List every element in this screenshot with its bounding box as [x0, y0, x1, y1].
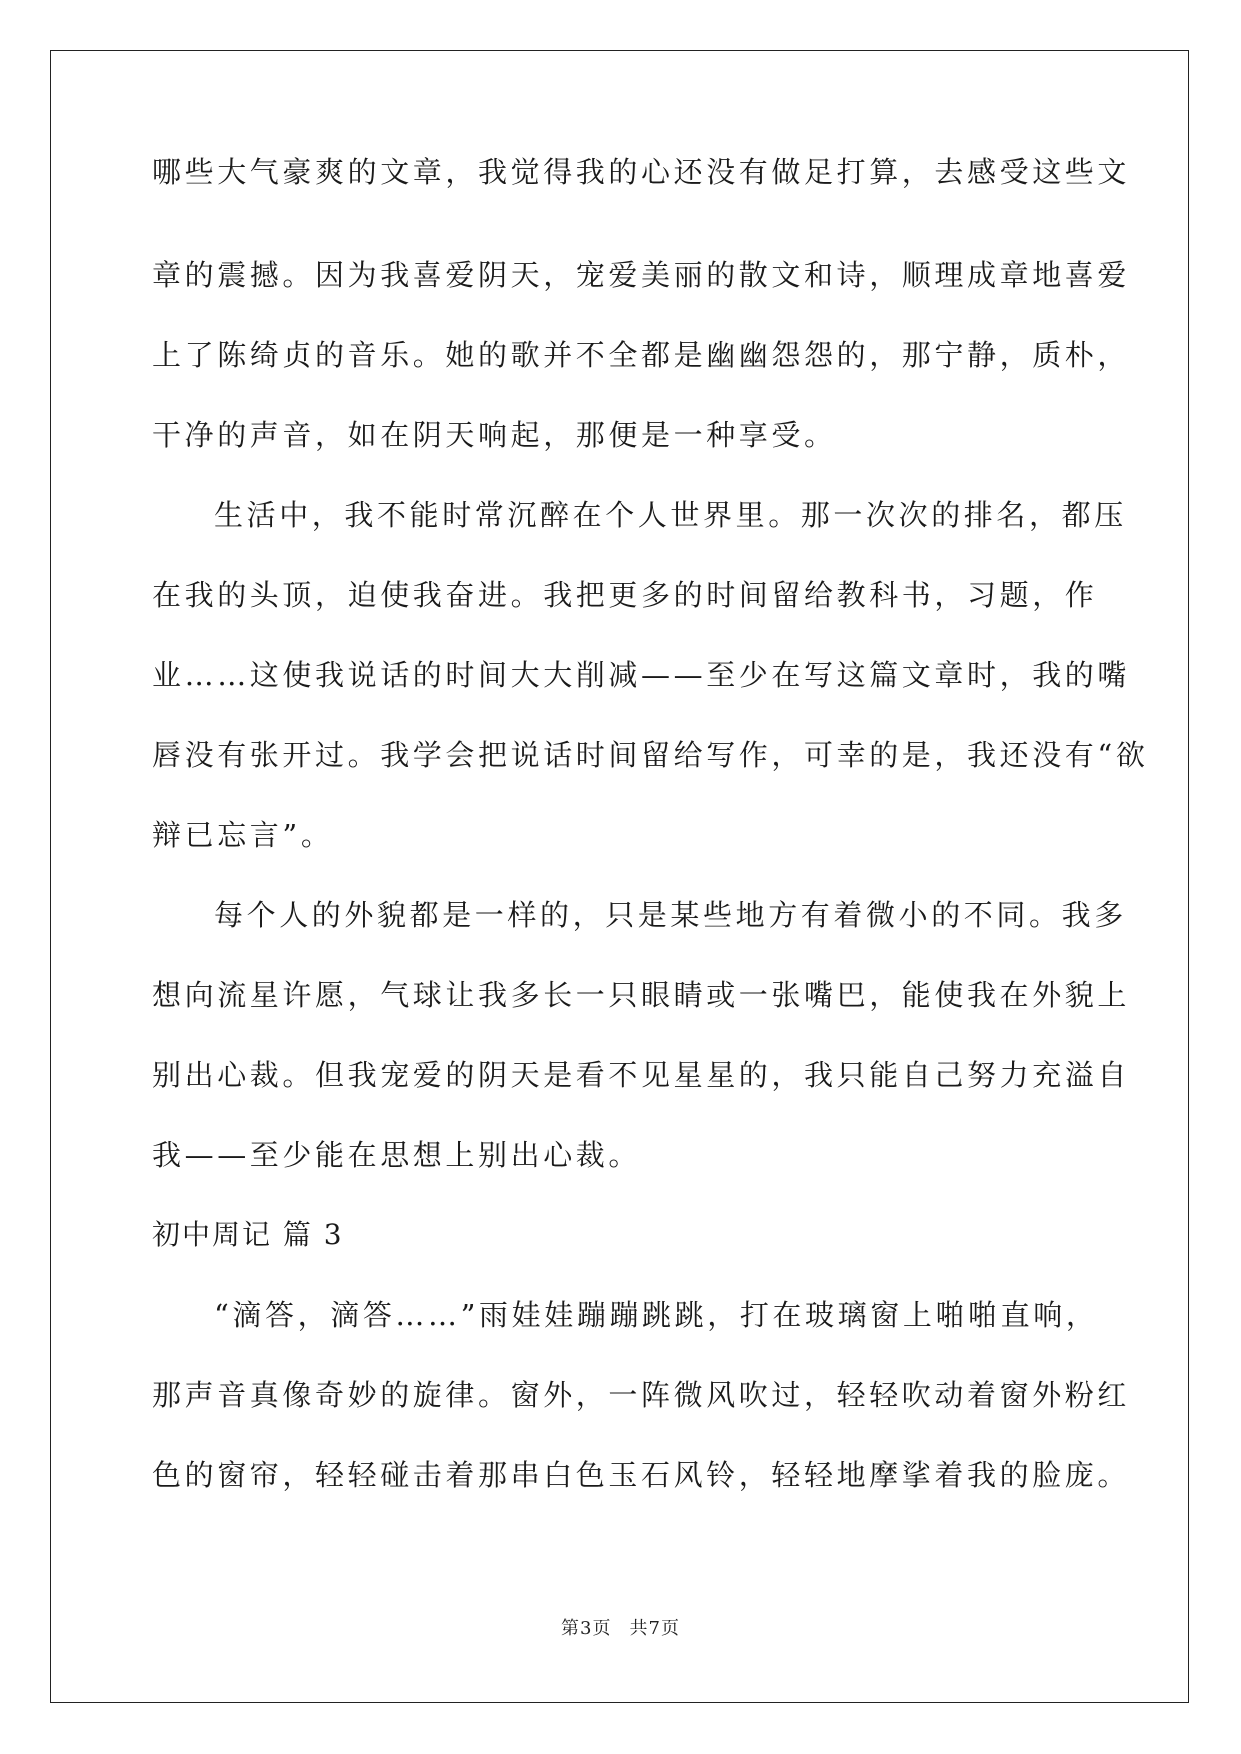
text-line: 上了陈绮贞的音乐。她的歌并不全都是幽幽怨怨的，那宁静，质朴， — [152, 338, 1131, 372]
text-line: 辩已忘言”。 — [152, 818, 334, 852]
text-line: 哪些大气豪爽的文章，我觉得我的心还没有做足打算，去感受这些文 — [152, 155, 1131, 189]
paragraph-start-line: 每个人的外貌都是一样的，只是某些地方有着微小的不同。我多 — [214, 898, 1127, 932]
paragraph-start-line: 生活中，我不能时常沉醉在个人世界里。那一次次的排名，都压 — [214, 498, 1127, 532]
text-line: 别出心裁。但我宠爱的阴天是看不见星星的，我只能自己努力充溢自 — [152, 1058, 1131, 1092]
text-line: 想向流星许愿，气球让我多长一只眼睛或一张嘴巴，能使我在外貌上 — [152, 978, 1131, 1012]
text-line: 唇没有张开过。我学会把说话时间留给写作，可幸的是，我还没有“欲 — [152, 738, 1149, 772]
text-line: 章的震撼。因为我喜爱阴天，宠爱美丽的散文和诗，顺理成章地喜爱 — [152, 258, 1131, 292]
text-line: 那声音真像奇妙的旋律。窗外，一阵微风吹过，轻轻吹动着窗外粉红 — [152, 1378, 1131, 1412]
section-heading: 初中周记 篇 3 — [152, 1218, 344, 1251]
paragraph-start-line: “滴答，滴答……”雨娃娃蹦蹦跳跳，打在玻璃窗上啪啪直响， — [214, 1298, 1099, 1332]
text-line: 色的窗帘，轻轻碰击着那串白色玉石风铃，轻轻地摩挲着我的脸庞。 — [152, 1458, 1131, 1492]
page-number-total: 共7页 — [629, 1618, 680, 1639]
document-body — [152, 155, 1149, 1515]
text-line: 干净的声音，如在阴天响起，那便是一种享受。 — [152, 418, 837, 452]
text-line: 业……这使我说话的时间大大削减——至少在写这篇文章时，我的嘴 — [152, 658, 1131, 692]
page-number-current: 第3页 — [561, 1618, 612, 1639]
page-footer — [0, 1614, 1241, 1640]
text-line: 我——至少能在思想上别出心裁。 — [152, 1138, 642, 1172]
text-line: 在我的头顶，迫使我奋进。我把更多的时间留给教科书，习题，作 — [152, 578, 1098, 612]
